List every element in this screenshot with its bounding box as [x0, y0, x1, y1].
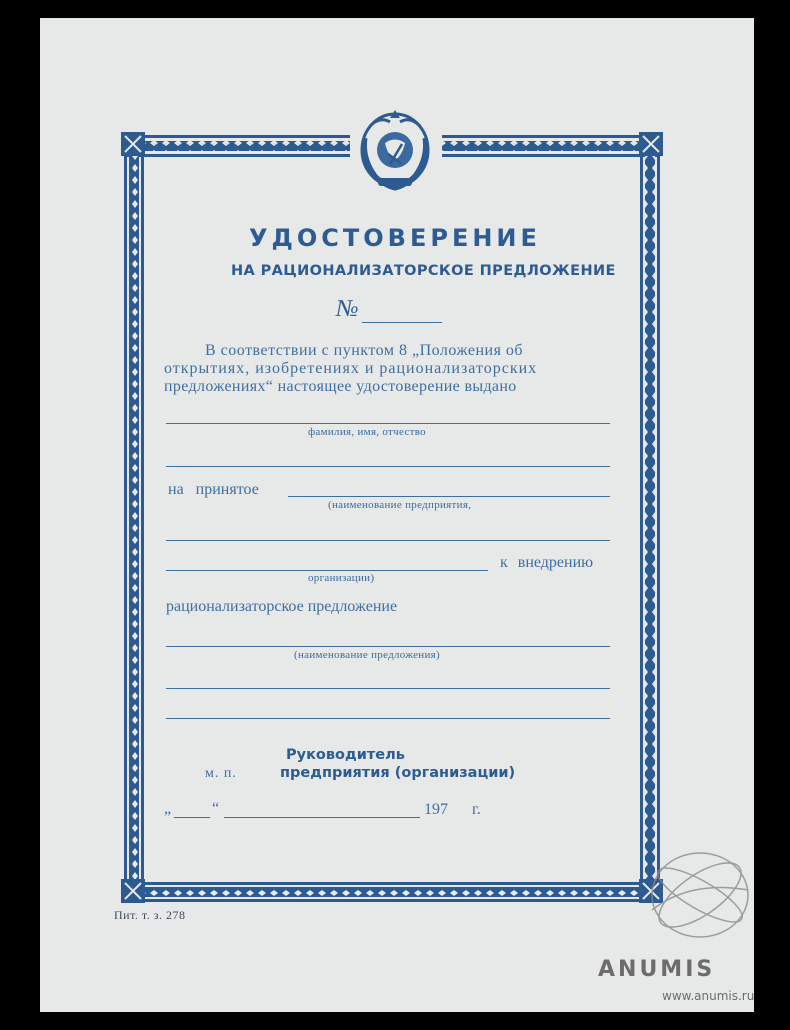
document-subtitle: НА РАЦИОНАЛИЗАТОРСКОЕ ПРЕДЛОЖЕНИЕ: [231, 263, 616, 279]
number-sign: №: [336, 296, 359, 322]
intro-line-1: В соответствии с пунктом 8 „Положения об: [205, 342, 524, 359]
signature-organization: предприятия (организации): [280, 765, 516, 781]
caption-organization: организации): [308, 572, 375, 584]
date-close-quote: “: [212, 800, 220, 817]
label-proposal: рационализаторское предложение: [166, 598, 398, 615]
day-field-line: [174, 817, 210, 818]
stamp-label: м. п.: [205, 766, 237, 781]
enterprise-field-line-2: [166, 540, 610, 541]
proposal-field-line-3: [166, 718, 610, 719]
enterprise-field-line: [288, 496, 610, 497]
fio-field-line-2: [166, 466, 610, 467]
caption-proposal-name: (наименование предложения): [294, 649, 440, 661]
print-code: Пит. т. з. 278: [114, 908, 186, 922]
label-implementation: к внедрению: [500, 554, 594, 571]
number-field-line: [362, 322, 442, 323]
year-prefix: 197: [424, 801, 448, 818]
watermark-globe-icon: [630, 840, 760, 950]
month-field-line: [224, 817, 420, 818]
proposal-field-line-2: [166, 688, 610, 689]
caption-fio: фамилия, имя, отчество: [308, 426, 426, 438]
date-open-quote: „: [164, 800, 172, 817]
document-title: УДОСТОВЕРЕНИЕ: [249, 224, 541, 252]
signature-title: Руководитель: [286, 747, 405, 763]
label-accepted: на принятое: [168, 481, 259, 498]
state-emblem-icon: [362, 110, 428, 188]
watermark-brand: ANUMIS: [598, 957, 716, 982]
organization-field-line: [166, 570, 488, 571]
watermark-url: www.anumis.ru: [662, 989, 755, 1003]
intro-line-3: предложениях“ настоящее удостоверение выдано: [164, 378, 517, 395]
year-suffix: г.: [472, 801, 481, 818]
caption-enterprise: (наименование предприятия,: [328, 499, 472, 511]
intro-line-2: открытиях, изобретениях и рационализаторских: [164, 360, 538, 377]
fio-field-line: [166, 423, 610, 424]
proposal-field-line: [166, 646, 610, 647]
